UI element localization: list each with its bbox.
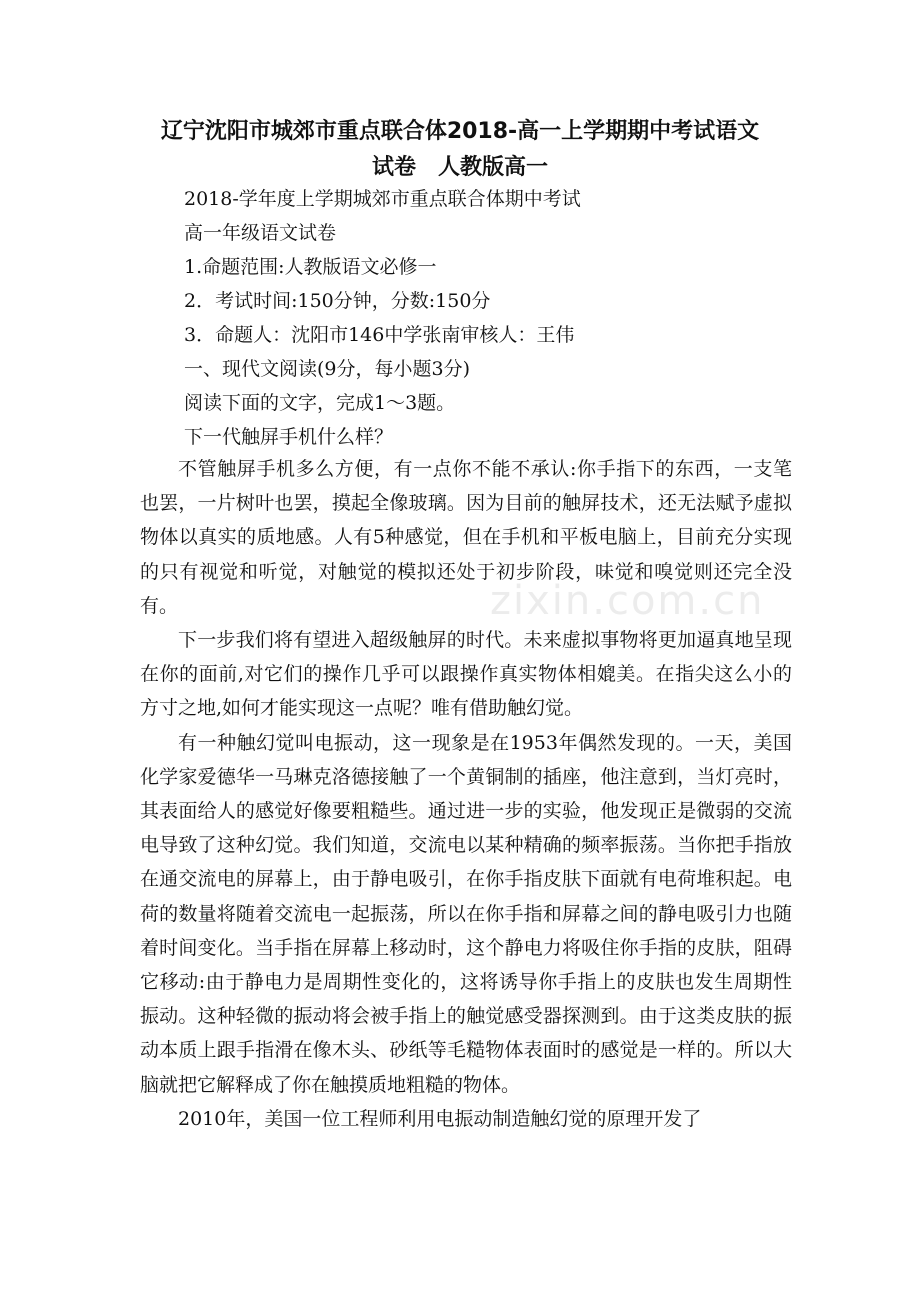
watermark: zixin.com.cn <box>490 578 765 624</box>
article-title: 下一代触屏手机什么样？ <box>184 426 394 448</box>
title-line-1: 辽宁沈阳市城郊市重点联合体2018-高一上学期期中考试语文 <box>160 119 760 144</box>
section-heading: 一、现代文阅读(9分，每小题3分) <box>184 358 471 380</box>
paragraph: 不管触屏手机多么方便，有一点你不能不承认:你手指下的东西，一支笔也罢，一片树叶也罢，摸起全像玻璃。因为目前的触屏技术，还无法赋予虚拟物体以真实的质地感。人有5种感觉，但在手机和平板电脑上，目前充分实现的只有视觉和听觉，对触觉的模拟还处于初步阶段，味觉和嗅觉则还完全没有。 <box>140 458 792 617</box>
title-line-2: 试卷 人教版高一 <box>371 155 548 180</box>
paragraph: 有一种触幻觉叫电振动，这一现象是在1953年偶然发现的。一天，美国化学家爱德华一马琳克洛德接触了一个黄铜制的插座，他注意到，当灯亮时，其表面给人的感觉好像要粗糙些。通过进一步的实验，他发现正是微弱的交流电导致了这种幻觉。我们知道，交流电以某种精确的频率振荡。当你把手指放在通交流电的屏幕上，由于静电吸引，在你手指皮肤下面就有电荷堆积起。电荷的数量将随着交流电一起振荡，所以在你手指和屏幕之间的静电吸引力也随着时间变化。当手指在屏幕上移动时，这个静电力将吸住你手指的皮肤，阻碍它移动:由于静电力是周期性变化的，这将诱导你手指上的皮肤也发生周期性振动。这种轻微的振动将会被手指上的触觉感受器探测到。由于这类皮肤的振动本质上跟手指滑在像木头、砂纸等毛糙物体表面时的感觉是一样的。所以大脑就把它解释成了你在触摸质地粗糙的物体。 <box>140 731 792 1096</box>
exam-scope: 1.命题范围:人教版语文必修一 <box>184 256 437 278</box>
article-body <box>140 452 792 1136</box>
exam-name: 2018-学年度上学期城郊市重点联合体期中考试 <box>184 188 581 210</box>
exam-subtitle: 高一年级语文试卷 <box>184 222 337 244</box>
paragraph: 下一步我们将有望进入超级触屏的时代。未来虚拟事物将更加逼真地呈现在你的面前,对它们的操作几乎可以跟操作真实物体相媲美。在指尖这么小的方寸之地,如何才能实现这一点呢？唯有借助触幻觉。 <box>140 629 792 720</box>
reading-instruction: 阅读下面的文字，完成1～3题。 <box>184 392 456 414</box>
paragraph: 2010年，美国一位工程师利用电振动制造触幻觉的原理开发了 <box>178 1107 702 1130</box>
document-title <box>140 114 780 186</box>
exam-header <box>184 182 824 454</box>
exam-authors: 3．命题人：沈阳市146中学张南审核人：王伟 <box>184 324 575 346</box>
exam-time-score: 2．考试时间:150分钟，分数:150分 <box>184 290 491 312</box>
